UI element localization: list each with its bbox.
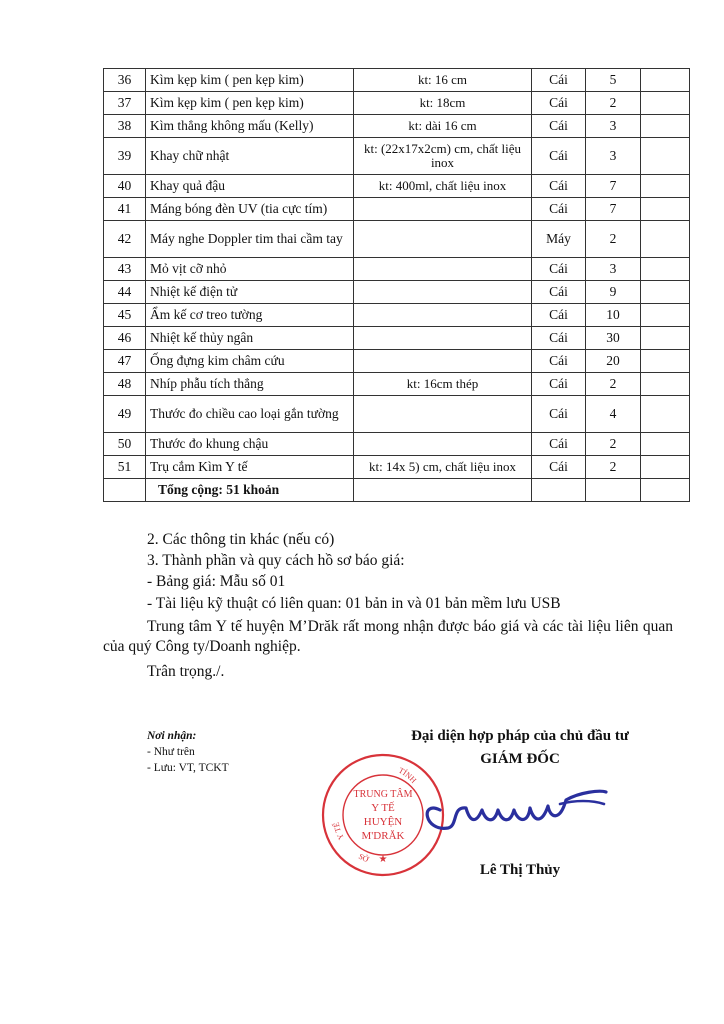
table-row	[104, 456, 690, 479]
cell-qty: 2	[586, 92, 641, 115]
cell-name: Kìm kẹp kim ( pen kẹp kim)	[146, 69, 354, 92]
cell-name: Khay quả đậu	[146, 175, 354, 198]
cell-no: 40	[104, 175, 146, 198]
cell-name: Trụ cắm Kìm Y tế	[146, 456, 354, 479]
cell-note	[641, 281, 690, 304]
signer-title: Đại diện hợp pháp của chủ đầu tư	[411, 728, 629, 744]
cell-unit: Cái	[532, 396, 586, 433]
cell-unit: Cái	[532, 175, 586, 198]
table-row	[104, 281, 690, 304]
stamp-ring-bottom-text: SỞ	[357, 851, 370, 865]
cell-qty: 4	[586, 396, 641, 433]
cell-name: Máy nghe Doppler tim thai cầm tay	[146, 221, 354, 258]
cell-no: 49	[104, 396, 146, 433]
signer-position: GIÁM ĐỐC	[480, 751, 560, 767]
cell-unit: Cái	[532, 304, 586, 327]
cell-no: 42	[104, 221, 146, 258]
cell-note	[641, 396, 690, 433]
cell-note	[641, 258, 690, 281]
table-row	[104, 350, 690, 373]
total-note-cell	[641, 479, 690, 502]
cell-qty: 2	[586, 456, 641, 479]
cell-qty: 10	[586, 304, 641, 327]
cell-note	[641, 327, 690, 350]
total-no-cell	[104, 479, 146, 502]
recipient-item: - Lưu: VT, TCKT	[147, 762, 229, 774]
table-row	[104, 115, 690, 138]
cell-unit: Cái	[532, 281, 586, 304]
cell-qty: 20	[586, 350, 641, 373]
total-qty-cell	[586, 479, 641, 502]
technical-docs-line: - Tài liệu kỹ thuật có liên quan: 01 bản in và 01 bản mềm lưu USB	[147, 595, 561, 612]
signature-scribble	[410, 770, 620, 845]
cell-name: Ống đựng kim châm cứu	[146, 350, 354, 373]
cell-note	[641, 304, 690, 327]
table-row	[104, 138, 690, 175]
cell-unit: Cái	[532, 327, 586, 350]
stamp-ring-left-text: Y TẾ	[331, 821, 346, 842]
total-label: Tổng cộng: 51 khoản	[146, 479, 354, 502]
cell-spec	[354, 258, 532, 281]
cell-note	[641, 138, 690, 175]
cell-qty: 7	[586, 198, 641, 221]
table-row	[104, 221, 690, 258]
cell-no: 39	[104, 138, 146, 175]
price-table-line: - Bảng giá: Mẫu số 01	[147, 573, 286, 590]
cell-no: 46	[104, 327, 146, 350]
cell-note	[641, 175, 690, 198]
cell-no: 43	[104, 258, 146, 281]
cell-no: 48	[104, 373, 146, 396]
recipient-item: - Như trên	[147, 746, 195, 758]
cell-spec	[354, 198, 532, 221]
cell-no: 47	[104, 350, 146, 373]
table-row	[104, 175, 690, 198]
cell-note	[641, 350, 690, 373]
signature-underline	[560, 801, 604, 804]
cell-qty: 2	[586, 221, 641, 258]
cell-qty: 5	[586, 69, 641, 92]
cell-spec	[354, 327, 532, 350]
signer-name: Lê Thị Thủy	[479, 862, 561, 878]
cell-note	[641, 456, 690, 479]
recipients-heading: Nơi nhận:	[147, 730, 197, 742]
cell-unit: Cái	[532, 433, 586, 456]
table-row	[104, 304, 690, 327]
other-info-line: 2. Các thông tin khác (nếu có)	[147, 531, 335, 548]
cell-spec	[354, 304, 532, 327]
cell-name: Nhiệt kế thủy ngân	[146, 327, 354, 350]
cell-no: 37	[104, 92, 146, 115]
cell-no: 38	[104, 115, 146, 138]
cell-unit: Cái	[532, 373, 586, 396]
table-row	[104, 433, 690, 456]
table-row	[104, 396, 690, 433]
cell-note	[641, 433, 690, 456]
table-row-total	[104, 479, 690, 502]
cell-spec: kt: 16 cm	[354, 69, 532, 92]
cell-no: 45	[104, 304, 146, 327]
cell-spec	[354, 396, 532, 433]
signature-stroke	[427, 791, 606, 828]
cell-spec: kt: 16cm thép	[354, 373, 532, 396]
cell-no: 36	[104, 69, 146, 92]
cell-note	[641, 373, 690, 396]
cell-name: Ẩm kế cơ treo tường	[146, 304, 354, 327]
cell-note	[641, 69, 690, 92]
cell-no: 41	[104, 198, 146, 221]
cell-no: 44	[104, 281, 146, 304]
cell-unit: Cái	[532, 198, 586, 221]
stamp-line-1: TRUNG TÂM	[353, 789, 413, 800]
cell-spec: kt: 18cm	[354, 92, 532, 115]
quote-docs-line: 3. Thành phần và quy cách hồ sơ báo giá:	[147, 552, 405, 569]
cell-name: Mỏ vịt cỡ nhỏ	[146, 258, 354, 281]
cell-name: Khay chữ nhật	[146, 138, 354, 175]
stamp-star-icon: ★	[378, 854, 388, 865]
cell-no: 51	[104, 456, 146, 479]
cell-spec: kt: (22x17x2cm) cm, chất liệu inox	[354, 138, 532, 175]
cell-note	[641, 221, 690, 258]
cell-qty: 2	[586, 373, 641, 396]
cell-unit: Cái	[532, 456, 586, 479]
cell-unit: Cái	[532, 138, 586, 175]
cell-qty: 9	[586, 281, 641, 304]
cell-qty: 3	[586, 138, 641, 175]
cell-name: Thước đo chiều cao loại gắn tường	[146, 396, 354, 433]
table-row	[104, 198, 690, 221]
cell-unit: Cái	[532, 350, 586, 373]
table-row	[104, 258, 690, 281]
cell-name: Máng bóng đèn UV (tia cực tím)	[146, 198, 354, 221]
cell-unit: Cái	[532, 69, 586, 92]
cell-spec: kt: 400ml, chất liệu inox	[354, 175, 532, 198]
cell-name: Kìm thẳng không mấu (Kelly)	[146, 115, 354, 138]
cell-unit: Máy	[532, 221, 586, 258]
stamp-line-3: HUYỆN	[363, 816, 403, 828]
cell-note	[641, 92, 690, 115]
table-row	[104, 373, 690, 396]
recipients-block	[147, 728, 229, 776]
table-row	[104, 69, 690, 92]
cell-unit: Cái	[532, 115, 586, 138]
stamp-line-2: Y TẾ	[371, 802, 395, 814]
cell-qty: 7	[586, 175, 641, 198]
cell-name: Nhíp phẫu tích thẳng	[146, 373, 354, 396]
request-paragraph: Trung tâm Y tế huyện M’Drăk rất mong nhận được báo giá và các tài liệu liên quan của quý Công ty/Doanh nghiệp.	[103, 618, 673, 655]
cell-note	[641, 115, 690, 138]
cell-qty: 3	[586, 258, 641, 281]
cell-unit: Cái	[532, 258, 586, 281]
total-unit-cell	[532, 479, 586, 502]
table-row	[104, 92, 690, 115]
cell-unit: Cái	[532, 92, 586, 115]
cell-spec: kt: dài 16 cm	[354, 115, 532, 138]
cell-spec	[354, 350, 532, 373]
cell-spec: kt: 14x 5) cm, chất liệu inox	[354, 456, 532, 479]
table-row	[104, 327, 690, 350]
cell-note	[641, 198, 690, 221]
cell-spec	[354, 433, 532, 456]
cell-qty: 30	[586, 327, 641, 350]
cell-name: Kìm kẹp kim ( pen kẹp kim)	[146, 92, 354, 115]
cell-name: Thước đo khung chậu	[146, 433, 354, 456]
cell-qty: 2	[586, 433, 641, 456]
item-table	[103, 68, 690, 502]
total-spec-cell	[354, 479, 532, 502]
cell-spec	[354, 281, 532, 304]
cell-no: 50	[104, 433, 146, 456]
cell-qty: 3	[586, 115, 641, 138]
cell-name: Nhiệt kế điện tử	[146, 281, 354, 304]
item-table-body	[104, 69, 690, 502]
stamp-line-4: M'DRĂK	[361, 830, 405, 842]
closing-line: Trân trọng./.	[147, 663, 225, 680]
stamp-ring-right-text: TỈNH	[397, 765, 419, 785]
cell-spec	[354, 221, 532, 258]
